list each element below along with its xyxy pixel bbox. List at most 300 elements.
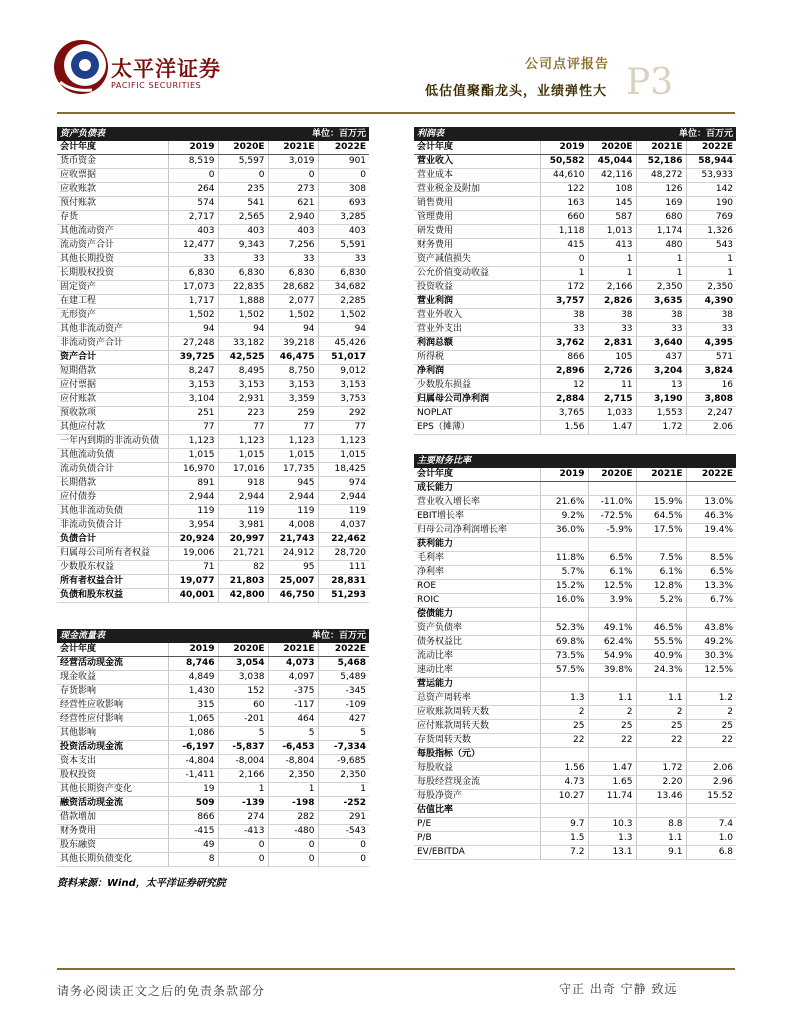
cell-value: 2 <box>636 706 686 720</box>
cell-value <box>540 538 588 552</box>
table-row <box>57 589 369 603</box>
cell-value: 46,475 <box>268 351 318 365</box>
cell-value: -201 <box>218 713 268 727</box>
row-label: 少数股东权益 <box>57 561 168 575</box>
cell-value <box>540 678 588 692</box>
table-row <box>414 197 736 211</box>
table-title: 利润表 <box>414 127 588 141</box>
cell-value: 7.2 <box>540 846 588 860</box>
row-label: 经营性应收影响 <box>57 699 168 713</box>
column-header: 2022E <box>318 643 369 657</box>
column-header: 2022E <box>686 141 736 155</box>
table-row <box>57 281 369 295</box>
cell-value: 5.7% <box>540 566 588 580</box>
table-row <box>414 622 736 636</box>
cell-value: 1 <box>686 267 736 281</box>
table-row <box>57 295 369 309</box>
table-row <box>414 846 736 860</box>
table-row <box>57 253 369 267</box>
row-label: 应付账款 <box>57 393 168 407</box>
cell-value: 5 <box>268 727 318 741</box>
cell-value: 10.3 <box>588 818 636 832</box>
cell-value: -543 <box>318 825 369 839</box>
cell-value <box>540 608 588 622</box>
cell-value: 49.2% <box>686 636 736 650</box>
cell-value: 4,849 <box>168 671 218 685</box>
cell-value: 42,116 <box>588 169 636 183</box>
cell-value: 105 <box>588 351 636 365</box>
table-title-bar <box>414 454 736 468</box>
cell-value: -7,334 <box>318 741 369 755</box>
cell-value: 660 <box>540 211 588 225</box>
section-row <box>414 678 736 692</box>
cell-value: 1 <box>588 253 636 267</box>
cell-value: 2,166 <box>588 281 636 295</box>
cell-value: 1,123 <box>268 435 318 449</box>
cell-value: 51,293 <box>318 589 369 603</box>
row-label: 股东融资 <box>57 839 168 853</box>
page-number: P3 <box>626 62 674 103</box>
table-row <box>414 496 736 510</box>
cell-value: 4,395 <box>686 337 736 351</box>
cell-value: 1.56 <box>540 762 588 776</box>
cell-value: 21,721 <box>218 547 268 561</box>
cell-value: 6.8 <box>686 846 736 860</box>
cell-value: 33 <box>636 323 686 337</box>
cell-value: 3,038 <box>218 671 268 685</box>
cell-value: 3,824 <box>686 365 736 379</box>
cell-value: 21,803 <box>218 575 268 589</box>
cell-value <box>686 748 736 762</box>
cell-value: 1,013 <box>588 225 636 239</box>
cell-value: 7.5% <box>636 552 686 566</box>
cell-value: 2,944 <box>218 491 268 505</box>
cell-value: 0 <box>318 853 369 867</box>
cell-value: 55.5% <box>636 636 686 650</box>
cell-value: 1 <box>540 267 588 281</box>
cell-value <box>636 538 686 552</box>
cell-value <box>588 748 636 762</box>
report-type: 公司点评报告 <box>525 57 610 72</box>
table-row <box>414 580 736 594</box>
cell-value: 621 <box>268 197 318 211</box>
column-header: 2021E <box>268 643 318 657</box>
cell-value: 0 <box>318 839 369 853</box>
cell-value: 1.1 <box>636 692 686 706</box>
cell-value: 9.7 <box>540 818 588 832</box>
table-row <box>57 741 369 755</box>
cell-value: 2,944 <box>268 491 318 505</box>
row-label: ROE <box>414 580 540 594</box>
table-row <box>57 351 369 365</box>
cell-value: 1.47 <box>588 762 636 776</box>
table-row <box>414 818 736 832</box>
cell-value: 43.8% <box>686 622 736 636</box>
cell-value: 2,285 <box>318 295 369 309</box>
cell-value: 33 <box>218 253 268 267</box>
table-header-row <box>57 643 369 657</box>
cell-value: 1.3 <box>540 692 588 706</box>
cell-value: -6,453 <box>268 741 318 755</box>
cell-value: 169 <box>636 197 686 211</box>
cell-value: 48,272 <box>636 169 686 183</box>
cell-value: 34,682 <box>318 281 369 295</box>
cell-value: 19,006 <box>168 547 218 561</box>
cell-value: 587 <box>588 211 636 225</box>
cell-value <box>686 804 736 818</box>
cell-value: 403 <box>318 225 369 239</box>
cell-value: 45,426 <box>318 337 369 351</box>
cell-value: 28,720 <box>318 547 369 561</box>
table-row <box>414 636 736 650</box>
row-label: 每股指标（元） <box>414 748 540 762</box>
cell-value: 1,123 <box>168 435 218 449</box>
cell-value: 5,468 <box>318 657 369 671</box>
cell-value: 1,015 <box>318 449 369 463</box>
cell-value: 1.0 <box>686 832 736 846</box>
table-row <box>57 811 369 825</box>
cell-value: 33 <box>540 323 588 337</box>
cell-value <box>686 538 736 552</box>
cell-value: 2,726 <box>588 365 636 379</box>
cell-value: -8,004 <box>218 755 268 769</box>
cell-value: 235 <box>218 183 268 197</box>
cell-value: 19 <box>168 783 218 797</box>
cell-value: -480 <box>268 825 318 839</box>
cell-value: 46,750 <box>268 589 318 603</box>
cell-value: 10.27 <box>540 790 588 804</box>
table-row <box>414 281 736 295</box>
cell-value <box>686 608 736 622</box>
row-label: 投资活动现金流 <box>57 741 168 755</box>
table-row <box>57 685 369 699</box>
row-label: 获利能力 <box>414 538 540 552</box>
table-row <box>414 790 736 804</box>
cell-value <box>636 748 686 762</box>
cell-value: 17,735 <box>268 463 318 477</box>
cell-value: 42,525 <box>218 351 268 365</box>
row-label: 公允价值变动收益 <box>414 267 540 281</box>
row-label: 固定资产 <box>57 281 168 295</box>
cell-value: 69.8% <box>540 636 588 650</box>
row-label: 归母公司净利润增长率 <box>414 524 540 538</box>
cell-value: 1,015 <box>168 449 218 463</box>
balance-sheet-table <box>57 127 369 603</box>
cell-value: 49.1% <box>588 622 636 636</box>
row-label: 营业收入 <box>414 155 540 169</box>
table-row <box>414 706 736 720</box>
cell-value <box>588 538 636 552</box>
table-row <box>414 594 736 608</box>
cell-value: 1.65 <box>588 776 636 790</box>
cell-value: 3,808 <box>686 393 736 407</box>
cell-value: 33 <box>268 253 318 267</box>
cell-value: 1.72 <box>636 421 686 435</box>
table-row <box>414 337 736 351</box>
cell-value: 2,350 <box>636 281 686 295</box>
cell-value: 1,174 <box>636 225 686 239</box>
row-label: 存货周转天数 <box>414 734 540 748</box>
table-row <box>57 657 369 671</box>
row-label: 债务权益比 <box>414 636 540 650</box>
row-label: 经营性应付影响 <box>57 713 168 727</box>
cell-value: 3,104 <box>168 393 218 407</box>
cell-value: 1,717 <box>168 295 218 309</box>
cell-value: 19.4% <box>686 524 736 538</box>
table-row <box>414 552 736 566</box>
cell-value: 2.96 <box>686 776 736 790</box>
cell-value: 39,725 <box>168 351 218 365</box>
table-row <box>414 664 736 678</box>
cell-value: 20,924 <box>168 533 218 547</box>
cell-value: 122 <box>540 183 588 197</box>
cell-value: 8 <box>168 853 218 867</box>
cell-value: 49 <box>168 839 218 853</box>
cell-value: 2 <box>540 706 588 720</box>
row-label: 总资产周转率 <box>414 692 540 706</box>
table-unit: 单位：百万元 <box>218 629 369 643</box>
row-label: 短期借款 <box>57 365 168 379</box>
section-row <box>414 608 736 622</box>
column-header: 2020E <box>218 643 268 657</box>
cell-value: 2 <box>588 706 636 720</box>
cell-value: 4.73 <box>540 776 588 790</box>
cell-value: 480 <box>636 239 686 253</box>
cell-value: 415 <box>540 239 588 253</box>
row-label: 在建工程 <box>57 295 168 309</box>
cell-value: 22 <box>588 734 636 748</box>
table-row <box>57 755 369 769</box>
cell-value: 3,954 <box>168 519 218 533</box>
row-label: 财务费用 <box>57 825 168 839</box>
table-row <box>57 671 369 685</box>
column-header: 2019 <box>168 141 218 155</box>
row-label: 长期借款 <box>57 477 168 491</box>
table-row <box>57 183 369 197</box>
column-header: 2021E <box>636 141 686 155</box>
cell-value: 119 <box>268 505 318 519</box>
row-label: 营业外支出 <box>414 323 540 337</box>
cell-value: 30.3% <box>686 650 736 664</box>
cell-value: 413 <box>588 239 636 253</box>
table-row <box>414 421 736 435</box>
cell-value: 1,123 <box>218 435 268 449</box>
cell-value: 1,015 <box>218 449 268 463</box>
cell-value: 77 <box>318 421 369 435</box>
cell-value: 40.9% <box>636 650 686 664</box>
row-label: 无形资产 <box>57 309 168 323</box>
cell-value: 119 <box>218 505 268 519</box>
cell-value: 2,166 <box>218 769 268 783</box>
cell-value: 6,830 <box>318 267 369 281</box>
cell-value: -5,837 <box>218 741 268 755</box>
table-row <box>57 505 369 519</box>
cell-value: 251 <box>168 407 218 421</box>
cell-value: 2,931 <box>218 393 268 407</box>
brand-name <box>111 58 221 90</box>
cell-value: 45,044 <box>588 155 636 169</box>
cell-value: 28,831 <box>318 575 369 589</box>
row-label: 非流动资产合计 <box>57 337 168 351</box>
row-label: 少数股东损益 <box>414 379 540 393</box>
cell-value: 1 <box>218 783 268 797</box>
cell-value: 53,933 <box>686 169 736 183</box>
table-row <box>57 533 369 547</box>
column-header: 2021E <box>636 468 686 482</box>
cell-value: 315 <box>168 699 218 713</box>
table-title-bar <box>414 127 736 141</box>
cell-value: 4,037 <box>318 519 369 533</box>
cell-value: 17,073 <box>168 281 218 295</box>
cell-value: 2,940 <box>268 211 318 225</box>
table-row <box>57 575 369 589</box>
column-header: 2020E <box>588 141 636 155</box>
table-row <box>414 309 736 323</box>
cell-value: 12 <box>540 379 588 393</box>
cell-value: 1 <box>588 267 636 281</box>
cell-value: 1.1 <box>588 692 636 706</box>
cell-value: 12.8% <box>636 580 686 594</box>
table-row <box>57 169 369 183</box>
section-row <box>414 748 736 762</box>
row-label: 股权投资 <box>57 769 168 783</box>
company-logo <box>52 38 110 96</box>
column-header: 2019 <box>168 643 218 657</box>
cell-value: 437 <box>636 351 686 365</box>
row-label: ROIC <box>414 594 540 608</box>
table-row <box>414 379 736 393</box>
row-label: 所有者权益合计 <box>57 575 168 589</box>
cell-value: 38 <box>686 309 736 323</box>
cell-value: 1.3 <box>588 832 636 846</box>
cell-value: -198 <box>268 797 318 811</box>
cell-value: 12.5% <box>686 664 736 678</box>
cell-value: 33 <box>318 253 369 267</box>
cell-value: 17.5% <box>636 524 686 538</box>
row-label: 应付债券 <box>57 491 168 505</box>
table-row <box>57 727 369 741</box>
cell-value: 571 <box>686 351 736 365</box>
cell-value <box>636 608 686 622</box>
column-header: 会计年度 <box>57 141 168 155</box>
cell-value: 16 <box>686 379 736 393</box>
financial-ratios-table <box>414 454 736 860</box>
cell-value: 2,717 <box>168 211 218 225</box>
row-label: 每股经营现金流 <box>414 776 540 790</box>
cell-value: 292 <box>318 407 369 421</box>
disclaimer-text: 请务必阅读正文之后的免责条款部分 <box>57 984 266 998</box>
table-title: 资产负债表 <box>57 127 218 141</box>
column-header: 会计年度 <box>414 468 540 482</box>
cell-value: 24.3% <box>636 664 686 678</box>
cell-value <box>540 482 588 496</box>
cell-value: 1 <box>636 267 686 281</box>
cell-value: 8.5% <box>686 552 736 566</box>
cell-value: 3.9% <box>588 594 636 608</box>
table-row <box>57 825 369 839</box>
row-label: EBIT增长率 <box>414 510 540 524</box>
cell-value: 1 <box>686 253 736 267</box>
cell-value: 1,502 <box>318 309 369 323</box>
cell-value: 945 <box>268 477 318 491</box>
column-header: 会计年度 <box>414 141 540 155</box>
cell-value: -375 <box>268 685 318 699</box>
cell-value: 1,502 <box>218 309 268 323</box>
cell-value: 40,001 <box>168 589 218 603</box>
column-header: 会计年度 <box>57 643 168 657</box>
cell-value: 77 <box>218 421 268 435</box>
row-label: 一年内到期的非流动负债 <box>57 435 168 449</box>
table-row <box>57 449 369 463</box>
cell-value: 6.1% <box>588 566 636 580</box>
cell-value: 3,635 <box>636 295 686 309</box>
column-header: 2021E <box>268 141 318 155</box>
cell-value: 1,123 <box>318 435 369 449</box>
cell-value: 0 <box>218 839 268 853</box>
cell-value: 1.56 <box>540 421 588 435</box>
table-row <box>57 477 369 491</box>
row-label: 利润总额 <box>414 337 540 351</box>
row-label: EV/EBITDA <box>414 846 540 860</box>
cell-value: 94 <box>318 323 369 337</box>
cell-value: 2,884 <box>540 393 588 407</box>
table-row <box>414 351 736 365</box>
cell-value: 3,757 <box>540 295 588 309</box>
cell-value: 3,753 <box>318 393 369 407</box>
table-row <box>414 776 736 790</box>
cell-value: 509 <box>168 797 218 811</box>
cell-value: 94 <box>168 323 218 337</box>
cell-value: 46.3% <box>686 510 736 524</box>
cell-value: 403 <box>218 225 268 239</box>
row-label: 归属母公司所有者权益 <box>57 547 168 561</box>
row-label: 销售费用 <box>414 197 540 211</box>
cell-value: 6,830 <box>268 267 318 281</box>
table-row <box>414 183 736 197</box>
row-label: 其他非流动资产 <box>57 323 168 337</box>
row-label: 负债合计 <box>57 533 168 547</box>
cell-value: 1 <box>318 783 369 797</box>
cell-value: 36.0% <box>540 524 588 538</box>
row-label: 应付票据 <box>57 379 168 393</box>
row-label: 其他非流动负债 <box>57 505 168 519</box>
row-label: 其他流动负债 <box>57 449 168 463</box>
cell-value: 42,800 <box>218 589 268 603</box>
cell-value <box>540 804 588 818</box>
row-label: 资本支出 <box>57 755 168 769</box>
cell-value: 2,896 <box>540 365 588 379</box>
cell-value: -8,804 <box>268 755 318 769</box>
cell-value: 1.47 <box>588 421 636 435</box>
cell-value: 8,495 <box>218 365 268 379</box>
cell-value: 403 <box>268 225 318 239</box>
table-row <box>57 225 369 239</box>
row-label: 净利润 <box>414 365 540 379</box>
cell-value: 2,350 <box>318 769 369 783</box>
cell-value: 1,086 <box>168 727 218 741</box>
cell-value: 1,326 <box>686 225 736 239</box>
cell-value: 33 <box>588 323 636 337</box>
cell-value <box>636 678 686 692</box>
cell-value: 2,350 <box>686 281 736 295</box>
cell-value <box>686 678 736 692</box>
cell-value: 4,097 <box>268 671 318 685</box>
cell-value: 2,247 <box>686 407 736 421</box>
row-label: P/E <box>414 818 540 832</box>
row-label: 所得税 <box>414 351 540 365</box>
cell-value: -9,685 <box>318 755 369 769</box>
table-row <box>57 323 369 337</box>
